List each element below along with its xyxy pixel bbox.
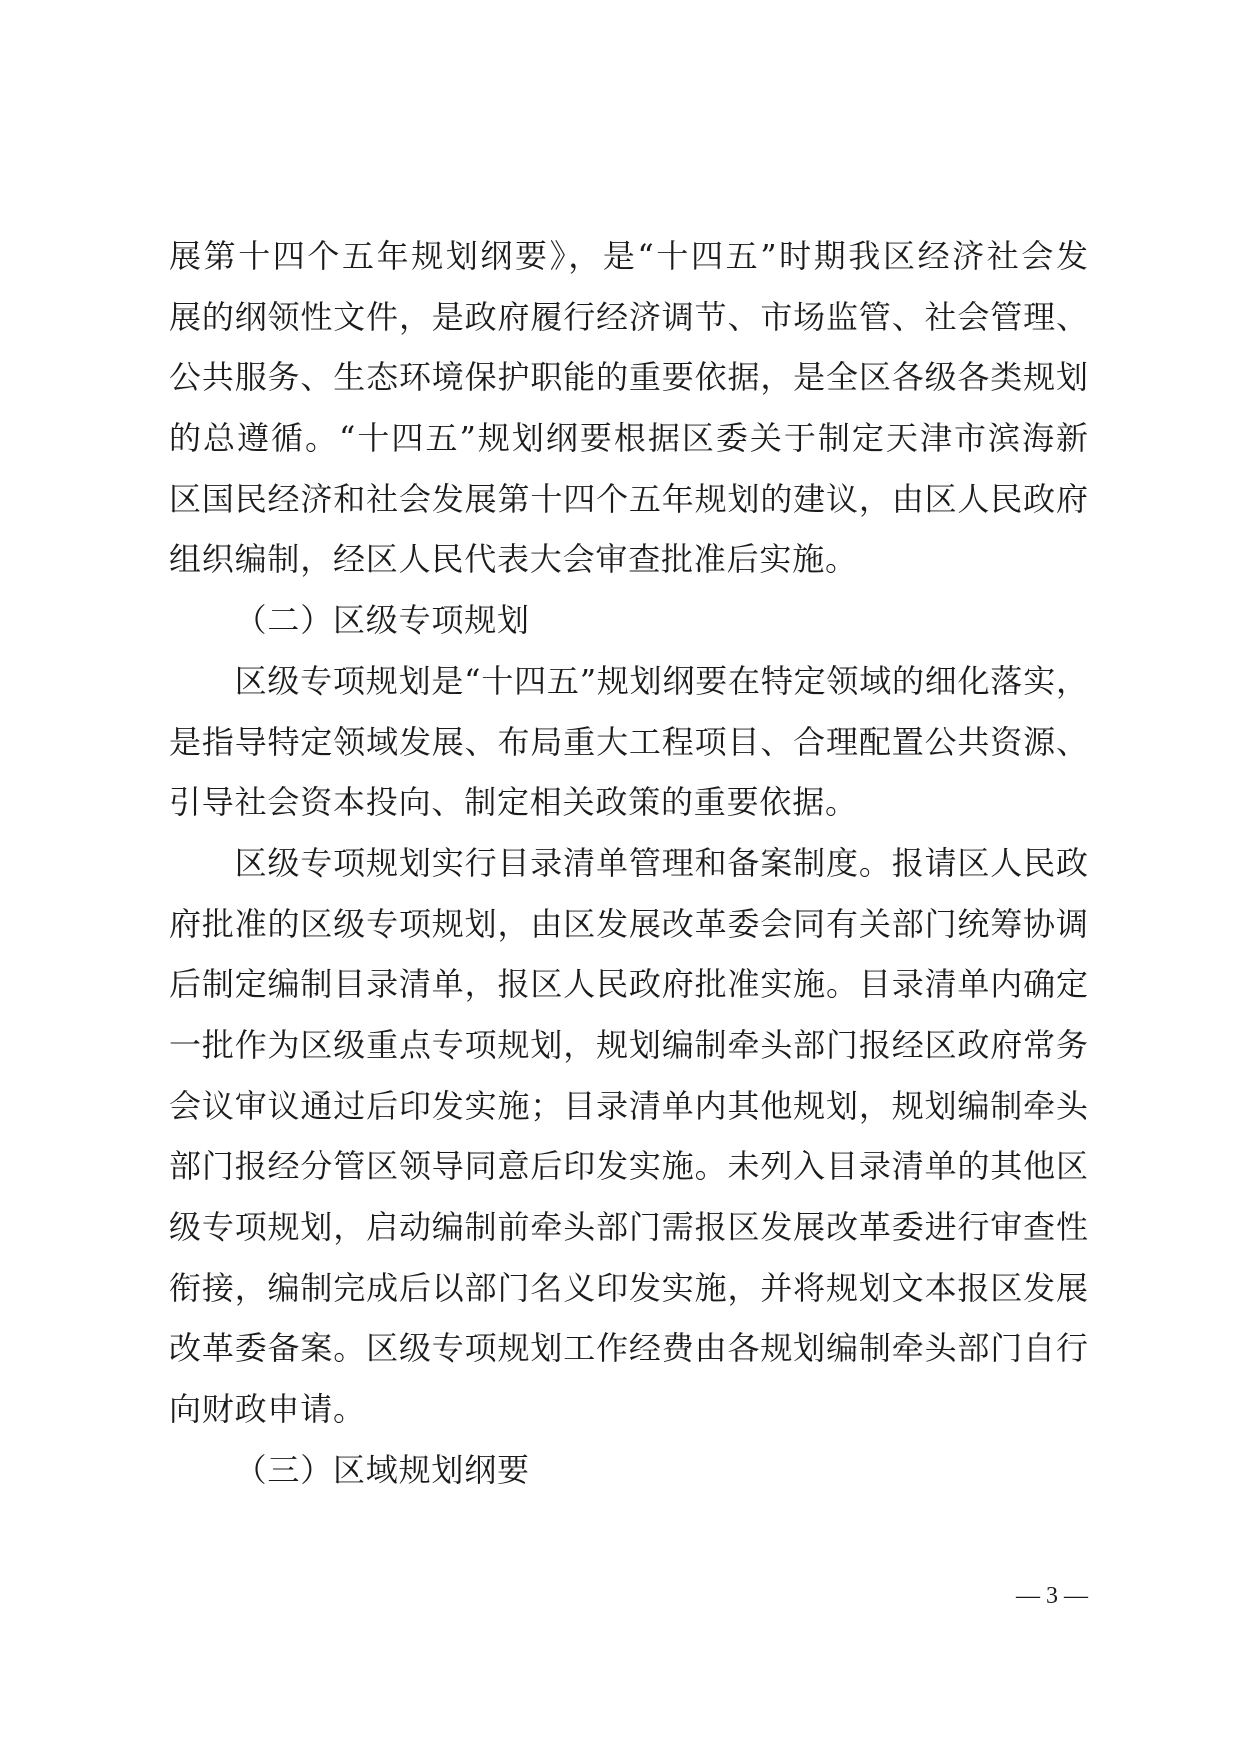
- text-line: 的总遵循。“十四五”规划纲要根据区委关于制定天津市滨海新: [169, 419, 1088, 458]
- text-line: 区级专项规划实行目录清单管理和备案制度。报请区人民政: [234, 843, 1088, 882]
- text-line: 区国民经济和社会发展第十四个五年规划的建议，由区人民政府: [169, 479, 1088, 518]
- text-line: 公共服务、生态环境保护职能的重要依据，是全区各级各类规划: [169, 358, 1088, 397]
- paragraph-2: [169, 651, 1088, 833]
- text-line: 引导社会资本投向、制定相关政策的重要依据。: [169, 783, 858, 822]
- text-line: 部门报经分管区领导同意后印发实施。未列入目录清单的其他区: [169, 1147, 1088, 1186]
- text-line: 后制定编制目录清单，报区人民政府批准实施。目录清单内确定: [169, 965, 1088, 1004]
- paragraph-3: [169, 833, 1088, 1440]
- text-line: 是指导特定领域发展、布局重大工程项目、合理配置公共资源、: [169, 722, 1088, 761]
- page-number: — 3 —: [1016, 1583, 1088, 1609]
- paragraph-1: [169, 226, 1088, 590]
- text-line: 级专项规划，启动编制前牵头部门需报区发展改革委进行审查性: [169, 1208, 1088, 1246]
- text-line: 衔接，编制完成后以部门名义印发实施，并将规划文本报区发展: [169, 1268, 1088, 1307]
- text-line: 一批作为区级重点专项规划，规划编制牵头部门报经区政府常务: [169, 1025, 1088, 1064]
- text-line: 展第十四个五年规划纲要》，是“十四五”时期我区经济社会发: [169, 237, 1088, 275]
- section-heading-3: （三）区域规划纲要: [234, 1450, 530, 1489]
- body-text: [169, 226, 1088, 1500]
- text-line: 会议审议通过后印发实施；目录清单内其他规划，规划编制牵头: [169, 1086, 1088, 1125]
- text-line: 区级专项规划是“十四五”规划纲要在特定领域的细化落实，: [234, 661, 1088, 700]
- text-line: 向财政申请。: [169, 1390, 366, 1429]
- text-line: 展的纲领性文件，是政府履行经济调节、市场监管、社会管理、: [169, 297, 1088, 336]
- text-line: 府批准的区级专项规划，由区发展改革委会同有关部门统筹协调: [169, 904, 1088, 943]
- text-line: 组织编制，经区人民代表大会审查批准后实施。: [169, 540, 858, 579]
- text-line: 改革委备案。区级专项规划工作经费由各规划编制牵头部门自行: [169, 1329, 1088, 1368]
- section-heading-2: （二）区级专项规划: [234, 601, 530, 640]
